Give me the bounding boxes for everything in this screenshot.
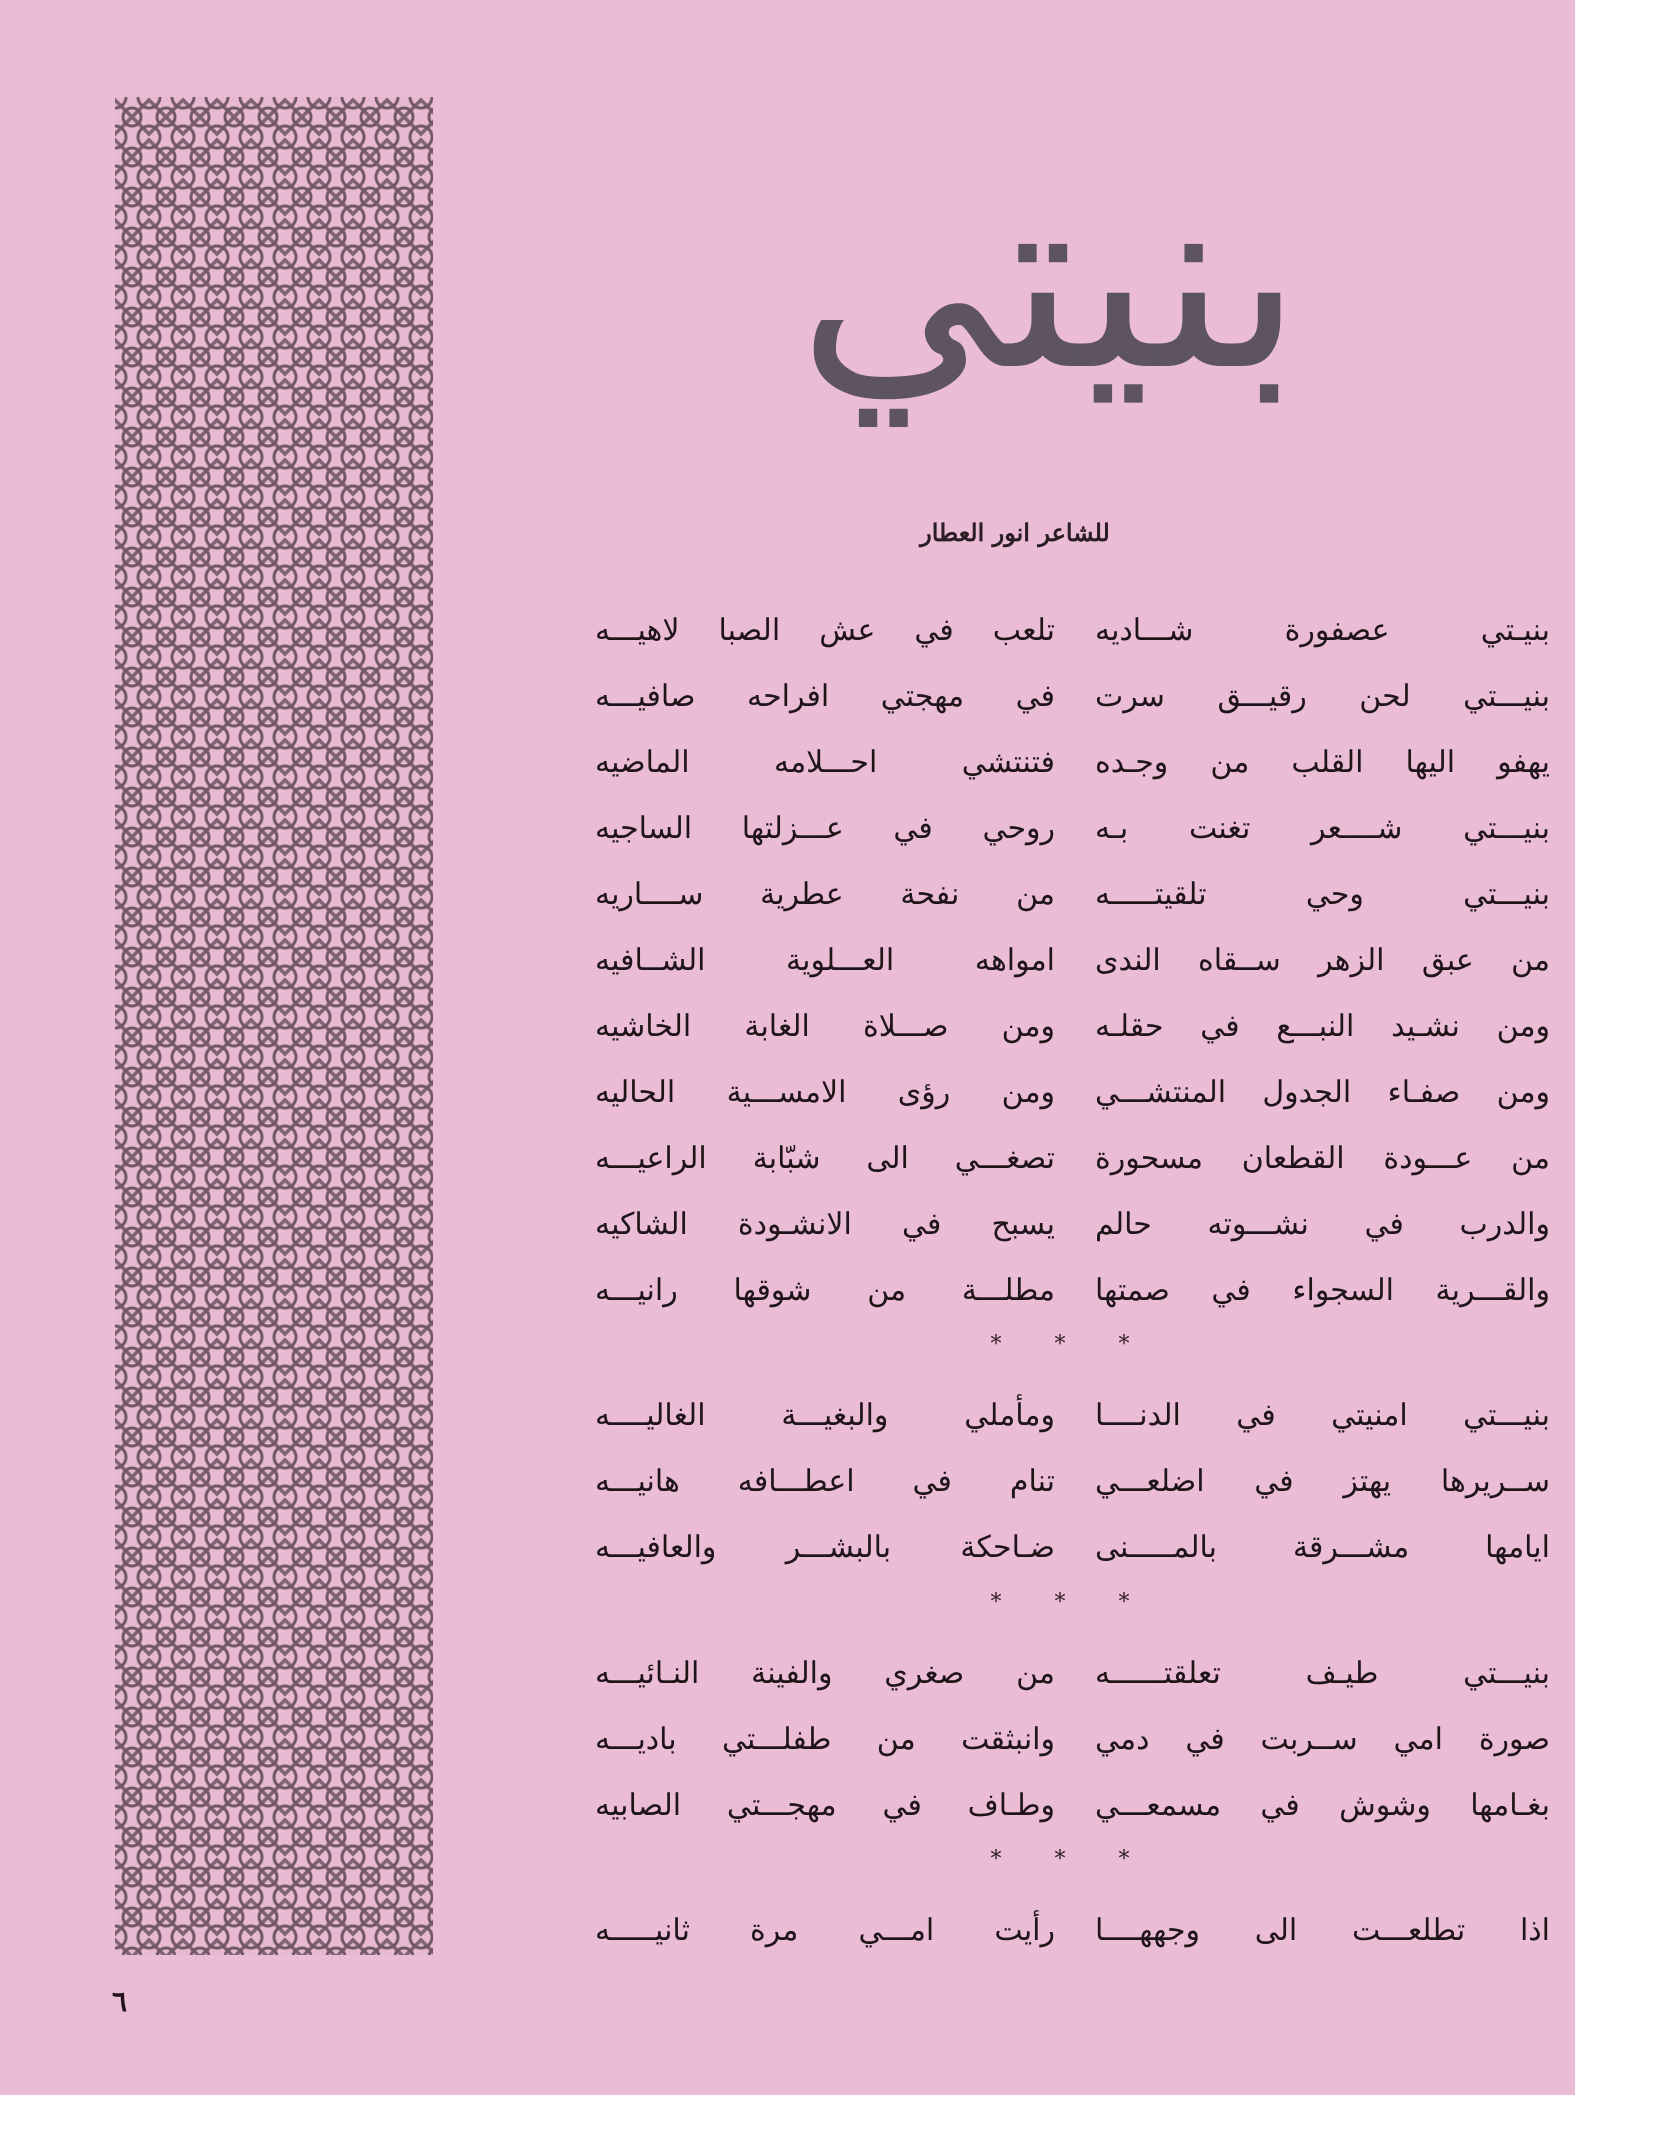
page-number: ٦ bbox=[112, 1985, 128, 2018]
verse-line bbox=[540, 1903, 1550, 1959]
verse-line bbox=[540, 1778, 1550, 1834]
ornamental-pattern-border bbox=[115, 97, 433, 1955]
second-hemistich: من نفحة عطرية ســــاريه bbox=[595, 877, 1055, 912]
first-hemistich: اذا تطلعـــت الى وجههــــا bbox=[1095, 1913, 1550, 1948]
second-hemistich: روحي في عـــزلتها الساجيه bbox=[595, 811, 1055, 846]
verse-line bbox=[540, 1131, 1550, 1187]
verse-line bbox=[540, 801, 1550, 857]
verse-line bbox=[540, 1065, 1550, 1121]
first-hemistich: صورة امي ســربت في دمي bbox=[1095, 1722, 1550, 1757]
first-hemistich: بغـامها وشوش في مسمعـــي bbox=[1095, 1788, 1550, 1823]
verse-line bbox=[540, 669, 1550, 725]
first-hemistich: بنيـــتي وحي تلقيتـــــه bbox=[1095, 877, 1550, 912]
stanza-separator: * * * bbox=[990, 1332, 1130, 1357]
second-hemistich: ومن رؤى الامســـية الحاليه bbox=[595, 1075, 1055, 1110]
second-hemistich: تلعب في عش الصبا لاهيـــه bbox=[595, 613, 1055, 648]
second-hemistich: فتنتشي احـــلامه الماضيه bbox=[595, 745, 1055, 780]
verse-line bbox=[540, 1646, 1550, 1702]
first-hemistich: ومن صفـاء الجدول المنتشـــي bbox=[1095, 1075, 1550, 1110]
second-hemistich: وطـاف في مهجـــتي الصابيه bbox=[595, 1788, 1055, 1823]
first-hemistich: بنيـــتي طيـف تعلقتــــــه bbox=[1095, 1656, 1550, 1691]
first-hemistich: من عبق الزهر ســقاه الندى bbox=[1095, 943, 1550, 978]
second-hemistich: يسبح في الانشـودة الشاكيه bbox=[595, 1207, 1055, 1242]
second-hemistich: من صغري والفينة النـائيـــه bbox=[595, 1656, 1055, 1691]
verse-line bbox=[540, 1197, 1550, 1253]
second-hemistich: مطلـــة من شوقها رانيـــه bbox=[595, 1273, 1055, 1308]
first-hemistich: والدرب في نشـــوته حالم bbox=[1095, 1207, 1550, 1242]
first-hemistich: والقـــرية السجواء في صمتها bbox=[1095, 1273, 1550, 1308]
stanza-separator: * * * bbox=[990, 1847, 1130, 1872]
second-hemistich: رأيت امـــي مرة ثانيـــــه bbox=[595, 1913, 1055, 1948]
verse-line bbox=[540, 1712, 1550, 1768]
first-hemistich: بنيـــتي شــــعر تغنت بـه bbox=[1095, 811, 1550, 846]
poem-title: بنيتي bbox=[797, 134, 1303, 425]
first-hemistich: من عـــودة القطعان مسحورة bbox=[1095, 1141, 1550, 1176]
stanza-separator: * * * bbox=[990, 1590, 1130, 1615]
poet-byline: للشاعر انور العطار bbox=[920, 518, 1110, 547]
second-hemistich: وانبثقت من طفلـــتي باديـــه bbox=[595, 1722, 1055, 1757]
first-hemistich: ســريرها يهتز في اضلعـــي bbox=[1095, 1464, 1550, 1499]
first-hemistich: يهفو اليها القلب من وجـده bbox=[1095, 745, 1550, 780]
first-hemistich: ومن نشـيد النبـــع في حقلـه bbox=[1095, 1009, 1550, 1044]
verse-line bbox=[540, 933, 1550, 989]
second-hemistich: تنام في اعطـــافه هانيـــه bbox=[595, 1464, 1055, 1499]
first-hemistich: بنيـــتي لحن رقيـــق سرت bbox=[1095, 679, 1550, 714]
first-hemistich: ايامها مشـــرقة بالمـــــنى bbox=[1095, 1530, 1550, 1565]
verse-line bbox=[540, 603, 1550, 659]
second-hemistich: تصغـــي الى شبّابة الراعيـــه bbox=[595, 1141, 1055, 1176]
verse-line bbox=[540, 867, 1550, 923]
verse-line bbox=[540, 1520, 1550, 1576]
second-hemistich: امواهه العـــلوية الشــافيه bbox=[595, 943, 1055, 978]
verse-line bbox=[540, 999, 1550, 1055]
verse-line bbox=[540, 735, 1550, 791]
verse-line bbox=[540, 1388, 1550, 1444]
first-hemistich: بنيـــتي امنيتي في الدنــــا bbox=[1095, 1398, 1550, 1433]
second-hemistich: ضـاحكة بالبشـــر والعافيـــه bbox=[595, 1530, 1055, 1565]
first-hemistich: بنيـتي عصفورة شـــاديه bbox=[1095, 613, 1550, 648]
second-hemistich: ومأملي والبغيـــة الغاليــــه bbox=[595, 1398, 1055, 1433]
verse-line bbox=[540, 1454, 1550, 1510]
verse-line bbox=[540, 1263, 1550, 1319]
second-hemistich: ومن صـــلاة الغابة الخاشيه bbox=[595, 1009, 1055, 1044]
second-hemistich: في مهجتي افراحه صافيـــه bbox=[595, 679, 1055, 714]
